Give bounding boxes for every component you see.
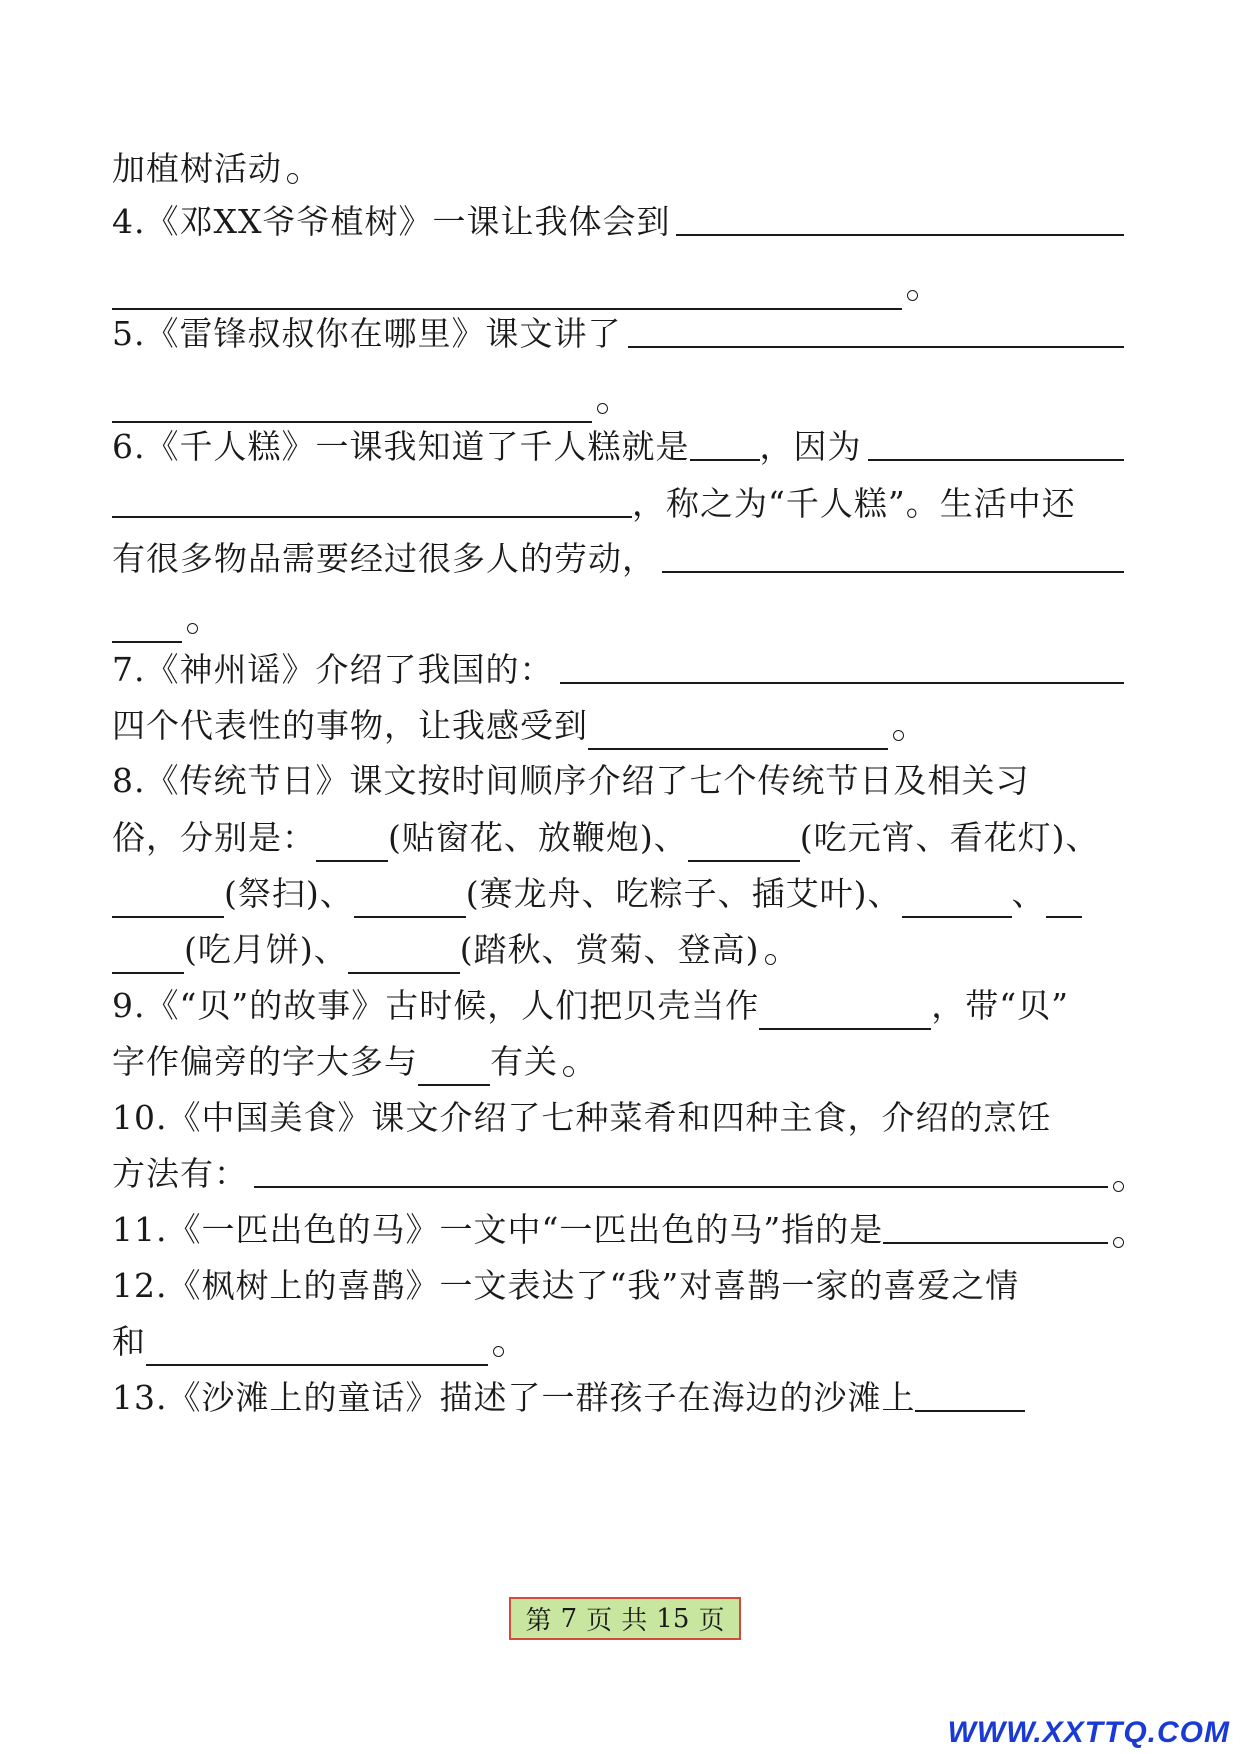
question-text: ，称之为“千人糕”。生活中还 xyxy=(632,484,1076,523)
period-mark xyxy=(187,623,198,634)
question-text: (吃元宵、看花灯)、 xyxy=(799,818,1100,857)
answer-blank[interactable] xyxy=(112,880,224,918)
question-13 xyxy=(112,1374,1124,1422)
question-4 xyxy=(112,198,1124,246)
answer-blank[interactable] xyxy=(560,646,1125,684)
answer-blank[interactable] xyxy=(902,880,1012,918)
question-8-cont3 xyxy=(112,926,1124,974)
total-pages-number: 15 xyxy=(656,1603,690,1634)
period-mark xyxy=(1113,1181,1124,1192)
site-watermark: WWW.XXTTQ.COM xyxy=(947,1716,1230,1749)
question-5 xyxy=(112,310,1124,358)
answer-blank[interactable] xyxy=(588,712,888,750)
question-6-cont3 xyxy=(112,595,1124,643)
question-text: 有很多物品需要经过很多人的劳动， xyxy=(112,539,656,578)
question-10-cont xyxy=(112,1150,1124,1198)
answer-blank[interactable] xyxy=(354,880,466,918)
answer-blank[interactable] xyxy=(112,272,902,310)
question-text: 4.《邓XX爷爷植树》一课让我体会到 xyxy=(112,202,671,241)
question-text: 俗，分别是： xyxy=(112,818,316,857)
answer-blank[interactable] xyxy=(1046,880,1082,918)
question-text: 字作偏旁的字大多与 xyxy=(112,1042,418,1081)
answer-blank[interactable] xyxy=(112,385,592,423)
question-text: ，带“贝” xyxy=(931,986,1069,1025)
footer-label: 页 xyxy=(698,1606,725,1636)
question-12-cont xyxy=(112,1318,1124,1366)
answer-blank[interactable] xyxy=(316,824,388,862)
question-text: 四个代表性的事物，让我感受到 xyxy=(112,706,588,745)
question-6 xyxy=(112,423,1124,471)
page-indicator xyxy=(509,1597,741,1640)
question-8-cont2 xyxy=(112,870,1124,918)
question-text: 5.《雷锋叔叔你在哪里》课文讲了 xyxy=(112,314,622,353)
question-4-cont xyxy=(112,262,1124,310)
question-text: 、 xyxy=(1011,874,1046,913)
footer-label: 共 xyxy=(621,1606,648,1636)
question-text: 6.《千人糕》一课我知道了千人糕就是 xyxy=(112,427,690,466)
answer-blank[interactable] xyxy=(348,936,460,974)
answer-blank[interactable] xyxy=(112,936,184,974)
question-text: (踏秋、赏菊、登高) xyxy=(459,930,760,969)
question-10 xyxy=(112,1094,1124,1142)
answer-blank[interactable] xyxy=(883,1206,1108,1244)
question-6-cont xyxy=(112,480,1124,528)
footer-label: 第 xyxy=(525,1606,552,1636)
period-mark xyxy=(893,730,904,741)
question-text: 12.《枫树上的喜鹊》一文表达了“我”对喜鹊一家的喜爱之情 xyxy=(112,1266,1020,1305)
question-7-cont xyxy=(112,702,1124,750)
answer-blank[interactable] xyxy=(112,605,182,643)
question-text: (赛龙舟、吃粽子、插艾叶)、 xyxy=(465,874,902,913)
question-text: 8.《传统节日》课文按时间顺序介绍了七个传统节日及相关习 xyxy=(112,761,1030,800)
answer-blank[interactable] xyxy=(112,480,632,518)
answer-blank[interactable] xyxy=(418,1048,490,1086)
period-mark xyxy=(765,954,776,965)
question-text: 10.《中国美食》课文介绍了七种菜肴和四种主食，介绍的烹饪 xyxy=(112,1098,1052,1137)
question-text: 13.《沙滩上的童话》描述了一群孩子在海边的沙滩上 xyxy=(112,1378,916,1417)
question-text: (贴窗花、放鞭炮)、 xyxy=(388,818,688,857)
question-text: 和 xyxy=(112,1322,146,1361)
question-6-cont2 xyxy=(112,535,1124,583)
question-8 xyxy=(112,757,1124,805)
question-12 xyxy=(112,1262,1124,1310)
question-text: ，因为 xyxy=(759,427,862,466)
question-text: (祭扫)、 xyxy=(224,874,354,913)
answer-blank[interactable] xyxy=(662,535,1124,573)
answer-blank[interactable] xyxy=(915,1374,1025,1412)
period-mark xyxy=(597,403,608,414)
question-11 xyxy=(112,1206,1124,1254)
period-mark xyxy=(563,1066,574,1077)
period-mark xyxy=(907,290,918,301)
answer-blank[interactable] xyxy=(676,198,1124,236)
answer-blank[interactable] xyxy=(759,992,931,1030)
answer-blank[interactable] xyxy=(688,824,800,862)
question-text: 有关 xyxy=(490,1042,558,1081)
answer-blank[interactable] xyxy=(628,310,1125,348)
question-9 xyxy=(112,982,1124,1030)
question-5-cont xyxy=(112,375,1124,423)
question-text: (吃月饼)、 xyxy=(184,930,348,969)
text: 加植树活动 xyxy=(112,149,282,188)
question-8-cont xyxy=(112,814,1124,862)
question-text: 方法有： xyxy=(112,1154,248,1193)
current-page-number: 7 xyxy=(560,1603,578,1634)
question-text: 7.《神州谣》介绍了我国的： xyxy=(112,650,554,689)
text-line xyxy=(112,145,1124,193)
period-mark xyxy=(493,1346,504,1357)
question-text: 11.《一匹出色的马》一文中“一匹出色的马”指的是 xyxy=(112,1210,884,1249)
answer-blank[interactable] xyxy=(254,1150,1108,1188)
answer-blank[interactable] xyxy=(690,423,760,461)
question-text: 9.《“贝”的故事》古时候，人们把贝壳当作 xyxy=(112,986,760,1025)
answer-blank[interactable] xyxy=(146,1328,488,1366)
footer-label: 页 xyxy=(586,1606,613,1636)
period-mark xyxy=(287,173,298,184)
period-mark xyxy=(1113,1237,1124,1248)
question-9-cont xyxy=(112,1038,1124,1086)
question-7 xyxy=(112,646,1124,694)
answer-blank[interactable] xyxy=(868,423,1125,461)
